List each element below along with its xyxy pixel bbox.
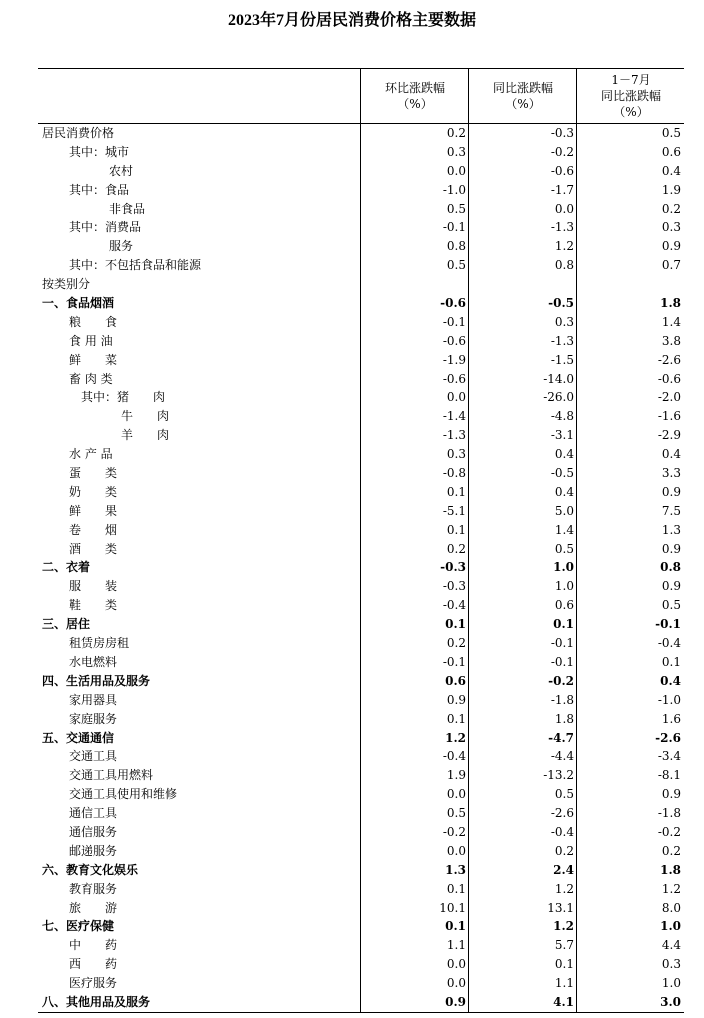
row-label: 其中：不包括食品和能源 <box>69 258 202 273</box>
yoy-value: -0.1 <box>550 636 574 651</box>
table-row <box>38 294 684 313</box>
mom-value: -0.6 <box>442 333 466 348</box>
mom-value: -0.8 <box>442 466 466 481</box>
mom-value: 0.1 <box>445 617 466 632</box>
table-row <box>38 653 684 672</box>
row-label: 中 药 <box>69 938 118 953</box>
header-ytd-line3: （%） <box>613 105 649 119</box>
yoy-value: -1.7 <box>550 182 574 197</box>
row-label: 医疗服务 <box>69 976 118 991</box>
yoy-value: 1.4 <box>554 522 574 537</box>
row-label: 非食品 <box>109 201 146 216</box>
row-label: 鲜 菜 <box>69 352 118 367</box>
ytd-value: 0.2 <box>661 201 681 216</box>
ytd-value: 0.9 <box>661 239 681 254</box>
table-row <box>38 483 684 502</box>
yoy-value: 0.1 <box>553 617 574 632</box>
yoy-value: 1.2 <box>553 919 574 934</box>
ytd-value: 0.6 <box>661 144 681 159</box>
table-row <box>38 766 684 785</box>
table-body <box>38 124 684 1012</box>
header-mom-line2: （%） <box>397 97 433 111</box>
row-label: 家庭服务 <box>69 711 118 726</box>
row-label: 其中：城市 <box>69 144 130 159</box>
mom-value: 0.0 <box>446 957 466 972</box>
yoy-value: -0.5 <box>550 466 574 481</box>
mom-value: 0.2 <box>446 541 466 556</box>
mom-value: 0.1 <box>445 919 466 934</box>
mom-value: 0.5 <box>446 258 466 273</box>
ytd-value: 1.0 <box>661 976 681 991</box>
row-label: 水电燃料 <box>69 654 118 669</box>
row-label: 八、其他用品及服务 <box>42 994 151 1009</box>
table-row <box>38 426 684 445</box>
ytd-value: 1.4 <box>661 314 681 329</box>
row-label: 教育服务 <box>69 881 118 896</box>
mom-value: -0.1 <box>442 654 466 669</box>
yoy-value: 1.0 <box>554 579 574 594</box>
row-label: 六、教育文化娱乐 <box>42 862 139 877</box>
yoy-value: 1.2 <box>554 239 574 254</box>
header-ytd-line1: 1－7月 <box>611 73 651 87</box>
mom-value: -1.9 <box>442 352 466 367</box>
row-label: 按类别分 <box>42 277 91 292</box>
header-yoy-line2: （%） <box>505 97 541 111</box>
table-header <box>38 68 684 124</box>
table-row <box>38 955 684 974</box>
ytd-value: -1.8 <box>657 806 681 821</box>
yoy-value: -1.3 <box>550 333 574 348</box>
ytd-value: 0.4 <box>661 163 681 178</box>
table-row <box>38 351 684 370</box>
mom-value: 1.3 <box>445 862 466 877</box>
yoy-value: 1.1 <box>554 976 574 991</box>
yoy-value: -0.4 <box>550 824 574 839</box>
table-row <box>38 729 684 748</box>
yoy-value: -0.5 <box>548 296 574 311</box>
ytd-value: 7.5 <box>661 503 681 518</box>
table-row <box>38 218 684 237</box>
mom-value: 0.3 <box>446 144 466 159</box>
yoy-value: 5.7 <box>554 938 574 953</box>
yoy-value: 13.1 <box>547 900 574 915</box>
mom-value: -1.0 <box>442 182 466 197</box>
yoy-value: -26.0 <box>543 390 574 405</box>
header-ytd-line2: 同比涨跌幅 <box>600 89 661 103</box>
ytd-value: 1.8 <box>660 296 681 311</box>
table-row <box>38 445 684 464</box>
header-mom-line1: 环比涨跌幅 <box>384 81 445 95</box>
row-label: 交通工具用燃料 <box>69 768 154 783</box>
table-row <box>38 577 684 596</box>
table-row <box>38 993 684 1012</box>
mom-value: -1.4 <box>442 409 466 424</box>
yoy-value: 5.0 <box>554 503 574 518</box>
ytd-value: 0.3 <box>661 957 681 972</box>
mom-value: 0.0 <box>446 976 466 991</box>
row-label: 三、居住 <box>42 617 91 632</box>
table-row <box>38 672 684 691</box>
ytd-value: -0.2 <box>657 824 681 839</box>
mom-value: 0.1 <box>446 711 466 726</box>
ytd-value: 1.9 <box>661 182 681 197</box>
ytd-value: -2.9 <box>657 428 681 443</box>
table-row <box>38 974 684 993</box>
table-row <box>38 407 684 426</box>
mom-value: 0.0 <box>446 843 466 858</box>
table-row <box>38 332 684 351</box>
row-label: 旅 游 <box>69 900 118 915</box>
ytd-value: 0.9 <box>661 541 681 556</box>
yoy-value: 0.1 <box>554 957 574 972</box>
yoy-value: 0.4 <box>554 447 574 462</box>
ytd-value: 0.5 <box>661 126 681 140</box>
mom-value: 10.1 <box>439 900 466 915</box>
yoy-value: -1.3 <box>550 220 574 235</box>
table-row <box>38 143 684 162</box>
row-label: 酒 类 <box>69 541 118 556</box>
mom-value: -0.4 <box>442 749 466 764</box>
mom-value: 0.9 <box>446 692 466 707</box>
ytd-value: -2.0 <box>657 390 681 405</box>
header-yoy <box>468 69 577 123</box>
ytd-value: 8.0 <box>661 900 681 915</box>
table-row <box>38 747 684 766</box>
yoy-value: -4.4 <box>550 749 574 764</box>
table-row <box>38 596 684 615</box>
yoy-value: 0.0 <box>554 201 574 216</box>
table-row <box>38 200 684 219</box>
table-row <box>38 899 684 918</box>
row-label: 七、医疗保健 <box>42 919 115 934</box>
table-row <box>38 370 684 389</box>
table-row <box>38 388 684 407</box>
table-row <box>38 181 684 200</box>
table-row <box>38 521 684 540</box>
mom-value: -0.2 <box>442 824 466 839</box>
table-row <box>38 313 684 332</box>
table-row <box>38 917 684 936</box>
ytd-value: 3.0 <box>660 994 681 1009</box>
ytd-value: 1.8 <box>660 862 681 877</box>
mom-value: 0.5 <box>446 806 466 821</box>
row-label: 西 药 <box>69 957 118 972</box>
table-row <box>38 861 684 880</box>
ytd-value: 0.9 <box>661 787 681 802</box>
mom-value: -0.1 <box>442 220 466 235</box>
yoy-value: 0.3 <box>554 314 574 329</box>
mom-value: 0.6 <box>445 673 466 688</box>
table-row <box>38 464 684 483</box>
yoy-value: -1.8 <box>550 692 574 707</box>
mom-value: 0.1 <box>446 881 466 896</box>
table-row <box>38 237 684 256</box>
row-label: 交通工具 <box>69 749 118 764</box>
cpi-table <box>38 68 684 1012</box>
ytd-value: 3.8 <box>661 333 681 348</box>
header-yoy-line1: 同比涨跌幅 <box>492 81 553 95</box>
mom-value: 1.2 <box>445 730 466 745</box>
ytd-value: -0.6 <box>657 371 681 386</box>
row-label: 家用器具 <box>69 692 118 707</box>
mom-value: -1.3 <box>442 428 466 443</box>
row-label: 邮递服务 <box>69 843 118 858</box>
mom-value: 1.1 <box>446 938 466 953</box>
yoy-value: -4.8 <box>550 409 574 424</box>
ytd-value: 1.2 <box>661 881 681 896</box>
table-row <box>38 842 684 861</box>
mom-value: 0.1 <box>446 484 466 499</box>
table-row <box>38 615 684 634</box>
row-label: 五、交通通信 <box>42 730 115 745</box>
ytd-value: 0.9 <box>661 484 681 499</box>
ytd-value: 0.1 <box>661 654 681 669</box>
ytd-value: 1.0 <box>660 919 681 934</box>
table-row <box>38 256 684 275</box>
row-label: 农村 <box>109 163 134 178</box>
ytd-value: 0.8 <box>660 560 681 575</box>
yoy-value: -0.6 <box>550 163 574 178</box>
yoy-value: 1.0 <box>553 560 574 575</box>
mom-value: 0.2 <box>446 636 466 651</box>
ytd-value: -1.0 <box>657 692 681 707</box>
yoy-value: -4.7 <box>548 730 574 745</box>
row-label: 粮 食 <box>69 314 118 329</box>
row-label: 通信服务 <box>69 824 118 839</box>
table-row <box>38 540 684 559</box>
ytd-value: 0.4 <box>660 673 681 688</box>
ytd-value: -2.6 <box>655 730 681 745</box>
row-label: 畜 肉 类 <box>69 371 113 386</box>
mom-value: 0.8 <box>446 239 466 254</box>
table-row <box>38 275 684 294</box>
ytd-value: 4.4 <box>661 938 681 953</box>
row-label: 居民消费价格 <box>42 126 115 140</box>
ytd-value: 1.6 <box>661 711 681 726</box>
mom-value: 0.0 <box>446 163 466 178</box>
ytd-value: 0.3 <box>661 220 681 235</box>
row-label: 其中：猪 肉 <box>81 390 166 405</box>
page-title: 2023年7月份居民消费价格主要数据 <box>227 12 476 29</box>
ytd-value: -8.1 <box>657 768 681 783</box>
table-row <box>38 558 684 577</box>
mom-value: 0.1 <box>446 522 466 537</box>
row-label: 卷 烟 <box>69 522 118 537</box>
yoy-value: -0.2 <box>548 673 574 688</box>
yoy-value: 1.2 <box>554 881 574 896</box>
header-ytd <box>576 69 685 123</box>
mom-value: -0.6 <box>440 296 466 311</box>
row-label: 羊 肉 <box>121 428 170 443</box>
table-row <box>38 823 684 842</box>
row-label: 一、食品烟酒 <box>42 296 115 311</box>
table-row <box>38 710 684 729</box>
row-label: 服务 <box>109 239 134 254</box>
yoy-value: -0.2 <box>550 144 574 159</box>
mom-value: -0.4 <box>442 598 466 613</box>
table-row <box>38 124 684 143</box>
yoy-value: 0.6 <box>554 598 574 613</box>
table-row <box>38 502 684 521</box>
table-row <box>38 785 684 804</box>
row-label: 鲜 果 <box>69 503 118 518</box>
row-label: 蛋 类 <box>69 466 118 481</box>
ytd-value: -3.4 <box>657 749 681 764</box>
row-label: 其中：消费品 <box>69 220 142 235</box>
table-row <box>38 691 684 710</box>
mom-value: -0.3 <box>440 560 466 575</box>
yoy-value: 4.1 <box>553 994 574 1009</box>
yoy-value: -0.3 <box>550 126 574 140</box>
yoy-value: -3.1 <box>550 428 574 443</box>
ytd-value: 3.3 <box>661 466 681 481</box>
yoy-value: -0.1 <box>550 654 574 669</box>
row-label: 牛 肉 <box>121 409 170 424</box>
ytd-value: -2.6 <box>657 352 681 367</box>
ytd-value: -0.1 <box>655 617 681 632</box>
row-label: 服 装 <box>69 579 118 594</box>
mom-value: -0.3 <box>442 579 466 594</box>
yoy-value: 1.8 <box>554 711 574 726</box>
mom-value: 0.0 <box>446 787 466 802</box>
row-label: 通信工具 <box>69 806 118 821</box>
table-row <box>38 162 684 181</box>
ytd-value: -1.6 <box>657 409 681 424</box>
header-mom <box>360 69 469 123</box>
row-label: 租赁房房租 <box>69 636 130 651</box>
ytd-value: -0.4 <box>657 636 681 651</box>
yoy-value: 0.2 <box>554 843 574 858</box>
table-row <box>38 936 684 955</box>
ytd-value: 0.9 <box>661 579 681 594</box>
yoy-value: 0.8 <box>554 258 574 273</box>
yoy-value: 0.5 <box>554 541 574 556</box>
mom-value: 0.2 <box>446 126 466 140</box>
ytd-value: 0.5 <box>661 598 681 613</box>
mom-value: -5.1 <box>442 503 466 518</box>
yoy-value: -14.0 <box>543 371 574 386</box>
ytd-value: 1.3 <box>661 522 681 537</box>
row-label: 水 产 品 <box>69 447 113 462</box>
table-row <box>38 634 684 653</box>
table-row <box>38 880 684 899</box>
yoy-value: 0.4 <box>554 484 574 499</box>
mom-value: 0.9 <box>445 994 466 1009</box>
mom-value: -0.6 <box>442 371 466 386</box>
row-label: 其中：食品 <box>69 182 130 197</box>
table-bottom-rule <box>38 1012 684 1013</box>
mom-value: 0.3 <box>446 447 466 462</box>
yoy-value: 0.5 <box>554 787 574 802</box>
mom-value: 0.0 <box>446 390 466 405</box>
ytd-value: 0.4 <box>661 447 681 462</box>
mom-value: 1.9 <box>446 768 466 783</box>
yoy-value: 2.4 <box>553 862 574 877</box>
yoy-value: -1.5 <box>550 352 574 367</box>
mom-value: -0.1 <box>442 314 466 329</box>
mom-value: 0.5 <box>446 201 466 216</box>
ytd-value: 0.2 <box>661 843 681 858</box>
row-label: 交通工具使用和维修 <box>69 787 178 802</box>
row-label: 奶 类 <box>69 484 118 499</box>
row-label: 四、生活用品及服务 <box>42 673 151 688</box>
row-label: 食 用 油 <box>69 333 113 348</box>
row-label: 二、衣着 <box>42 560 91 575</box>
table-row <box>38 804 684 823</box>
row-label: 鞋 类 <box>69 598 118 613</box>
ytd-value: 0.7 <box>661 258 681 273</box>
yoy-value: -13.2 <box>543 768 574 783</box>
yoy-value: -2.6 <box>550 806 574 821</box>
